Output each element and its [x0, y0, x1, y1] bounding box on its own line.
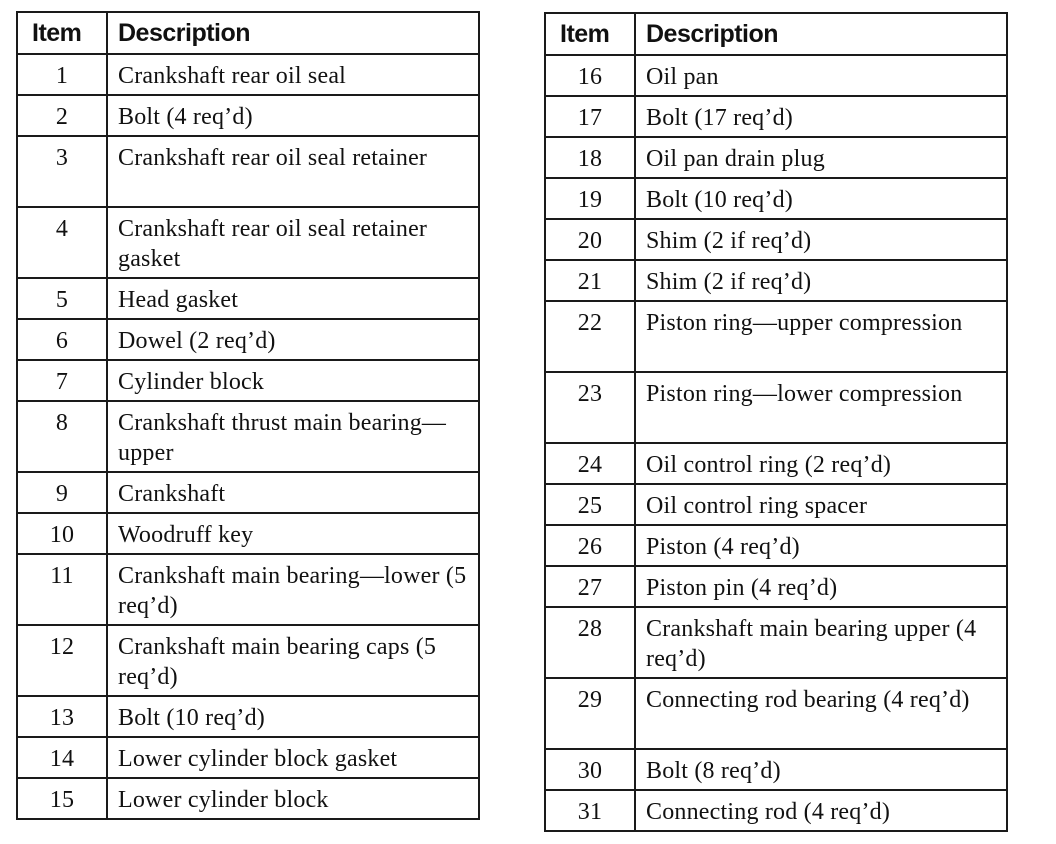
item-description: Crankshaft rear oil seal	[107, 54, 479, 95]
item-number: 6	[17, 319, 107, 360]
table-row	[17, 513, 479, 554]
table-row	[545, 525, 1007, 566]
item-description: Crankshaft rear oil seal retainer gasket	[107, 207, 479, 278]
table-row	[17, 54, 479, 95]
item-number: 25	[545, 484, 635, 525]
table-row	[17, 554, 479, 625]
description-column-header: Description	[635, 13, 1007, 55]
item-number: 8	[17, 401, 107, 472]
table-header-row	[17, 12, 479, 54]
item-description: Oil control ring spacer	[635, 484, 1007, 525]
item-description: Bolt (10 req’d)	[635, 178, 1007, 219]
item-number: 22	[545, 301, 635, 372]
item-number: 23	[545, 372, 635, 443]
table-row	[545, 790, 1007, 831]
table-row	[17, 778, 479, 819]
item-number: 15	[17, 778, 107, 819]
item-description: Crankshaft main bearing upper (4 req’d)	[635, 607, 1007, 678]
table-row	[17, 737, 479, 778]
item-number: 30	[545, 749, 635, 790]
table-row	[17, 95, 479, 136]
item-description: Crankshaft rear oil seal retainer	[107, 136, 479, 207]
item-number: 13	[17, 696, 107, 737]
item-description: Crankshaft main bearing caps (5 req’d)	[107, 625, 479, 696]
item-number: 17	[545, 96, 635, 137]
item-number: 14	[17, 737, 107, 778]
item-description: Piston (4 req’d)	[635, 525, 1007, 566]
table-header-row	[545, 13, 1007, 55]
item-number: 26	[545, 525, 635, 566]
item-description: Connecting rod (4 req’d)	[635, 790, 1007, 831]
table-row	[545, 484, 1007, 525]
table-row	[17, 319, 479, 360]
item-description: Dowel (2 req’d)	[107, 319, 479, 360]
parts-table-left	[16, 11, 480, 820]
table-row	[545, 443, 1007, 484]
table-row	[545, 260, 1007, 301]
table-row	[545, 178, 1007, 219]
item-number: 5	[17, 278, 107, 319]
table-row	[545, 96, 1007, 137]
item-number: 4	[17, 207, 107, 278]
item-description: Oil pan	[635, 55, 1007, 96]
table-row	[17, 401, 479, 472]
item-column-header: Item	[17, 12, 107, 54]
table-row	[545, 219, 1007, 260]
item-number: 10	[17, 513, 107, 554]
table-row	[17, 625, 479, 696]
table-row	[545, 607, 1007, 678]
item-description: Connecting rod bearing (4 req’d)	[635, 678, 1007, 749]
item-description: Shim (2 if req’d)	[635, 219, 1007, 260]
item-number: 1	[17, 54, 107, 95]
item-description: Crankshaft	[107, 472, 479, 513]
item-number: 20	[545, 219, 635, 260]
item-description: Bolt (8 req’d)	[635, 749, 1007, 790]
item-number: 7	[17, 360, 107, 401]
item-description: Piston pin (4 req’d)	[635, 566, 1007, 607]
item-number: 19	[545, 178, 635, 219]
table-row	[17, 136, 479, 207]
item-number: 11	[17, 554, 107, 625]
item-description: Oil control ring (2 req’d)	[635, 443, 1007, 484]
table-row	[545, 55, 1007, 96]
item-number: 18	[545, 137, 635, 178]
item-description: Cylinder block	[107, 360, 479, 401]
item-number: 3	[17, 136, 107, 207]
table-row	[545, 678, 1007, 749]
item-description: Piston ring—upper compression	[635, 301, 1007, 372]
item-description: Crankshaft thrust main bearing—upper	[107, 401, 479, 472]
table-row	[17, 207, 479, 278]
table-row	[545, 749, 1007, 790]
item-description: Shim (2 if req’d)	[635, 260, 1007, 301]
item-description: Crankshaft main bearing—lower (5 req’d)	[107, 554, 479, 625]
item-description: Bolt (4 req’d)	[107, 95, 479, 136]
item-number: 31	[545, 790, 635, 831]
item-description: Woodruff key	[107, 513, 479, 554]
item-number: 9	[17, 472, 107, 513]
item-description: Piston ring—lower compression	[635, 372, 1007, 443]
item-description: Head gasket	[107, 278, 479, 319]
item-description: Lower cylinder block gasket	[107, 737, 479, 778]
item-number: 29	[545, 678, 635, 749]
table-row	[17, 696, 479, 737]
table-row	[545, 137, 1007, 178]
item-description: Bolt (10 req’d)	[107, 696, 479, 737]
table-row	[17, 472, 479, 513]
table-row	[17, 360, 479, 401]
table-row	[17, 278, 479, 319]
table-row	[545, 301, 1007, 372]
table-row	[545, 372, 1007, 443]
table-row	[545, 566, 1007, 607]
item-number: 28	[545, 607, 635, 678]
item-column-header: Item	[545, 13, 635, 55]
item-number: 2	[17, 95, 107, 136]
item-number: 16	[545, 55, 635, 96]
item-description: Oil pan drain plug	[635, 137, 1007, 178]
item-number: 12	[17, 625, 107, 696]
item-description: Bolt (17 req’d)	[635, 96, 1007, 137]
item-number: 21	[545, 260, 635, 301]
item-description: Lower cylinder block	[107, 778, 479, 819]
parts-table-right	[544, 12, 1008, 832]
item-number: 27	[545, 566, 635, 607]
item-number: 24	[545, 443, 635, 484]
description-column-header: Description	[107, 12, 479, 54]
